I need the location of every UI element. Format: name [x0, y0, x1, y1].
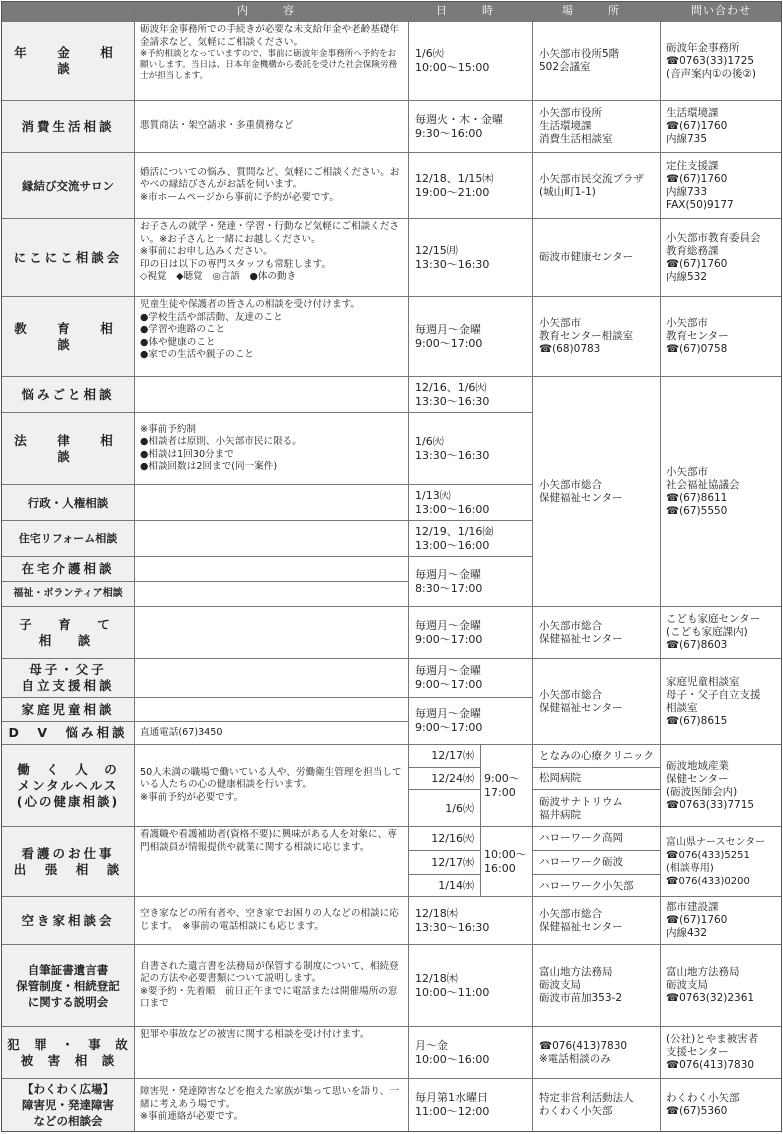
row-title: 住宅リフォーム相談	[18, 531, 118, 545]
row-title: 看護のお仕事 出 張 相 談	[13, 845, 123, 877]
row-content: 障害児・発達障害などを抱えた家族が集って思いを語り、一緒に考えあう場です。 ※事前連絡が必要です。	[140, 1086, 400, 1123]
group-a-contact	[660, 376, 781, 606]
row-title: 在宅介護相談	[21, 561, 115, 576]
row-place: 砺波市健康センター	[539, 251, 634, 263]
row-date: 1/6㈫ 13:30～16:30	[415, 434, 490, 462]
row-date: 毎月第1水曜日 11:00～12:00	[415, 1091, 490, 1118]
row-place: 小矢部市総合 保健福祉センター	[539, 619, 623, 645]
row-title: 母子・父子 自立支援相談	[21, 662, 115, 693]
table-row	[2, 21, 781, 100]
group-b-place-text: 小矢部市総合 保健福祉センター	[539, 688, 623, 714]
row-title: 子 育 て 相 談	[19, 616, 137, 648]
row-date: 毎週火・木・金曜 9:30～16:00	[415, 112, 503, 140]
row-date: 毎週月～金曜 9:00～17:00	[415, 322, 483, 350]
row-time: 10:00～ 16:00	[484, 847, 527, 875]
row-place: 小矢部市 教育センター相談室 ☎(68)0783	[539, 317, 634, 355]
table-row	[2, 896, 781, 944]
group-a-date	[408, 556, 532, 606]
row-title: 自筆証書遺言書 保管制度・相続登記 に関する説明会	[16, 962, 120, 1009]
row-contact: 定住支援課 ☎(67)1760 内線733 FAX(50)9177	[666, 159, 734, 211]
row-content: ※事前予約制 ●相談者は原則、小矢部市民に限る。 ●相談は1回30分まで ●相談回数は2回まで(同一案件)	[140, 423, 302, 472]
table-row	[2, 826, 781, 896]
sub-place: ハローワーク小矢部	[539, 879, 634, 892]
row-title: 犯 罪 ・ 事 故 被 害 相 談	[7, 1036, 129, 1068]
row-contact: 都市建設課 ☎(67)1760 内線432	[666, 901, 728, 939]
row-contact: わくわく小矢部 ☎(67)5360	[666, 1092, 740, 1117]
row-content: 砺波年金事務所での手続きが必要な未支給年金や老齢基礎年金請求など、気軽にご相談ください。	[140, 24, 400, 48]
group-a-contact-text: 小矢部市 社会福祉協議会 ☎(67)8611 ☎(67)5550	[666, 465, 740, 517]
row-content: 悪質商法・架空請求・多重債務など	[140, 120, 294, 132]
group-a-place-text: 小矢部市総合 保健福祉センター	[539, 478, 623, 504]
row-title: 働 く 人 の メンタルヘルス (心の健康相談)	[16, 761, 120, 809]
row-date: 月～金 10:00～16:00	[415, 1038, 490, 1066]
row-place: 富山地方法務局 砺波支局 砺波市苗加353-2	[539, 966, 623, 1004]
row-contact: 砺波年金事務所 ☎0763(33)1725 (音声案内①の後②)	[666, 41, 757, 80]
sub-date: 1/14㈬	[438, 879, 474, 892]
group-b-contact-text: 家庭児童相談室 母子・父子自立支援 相談室 ☎(67)8615	[666, 675, 761, 727]
row-place: ☎076(413)7830 ※電話相談のみ	[539, 1039, 628, 1065]
row-title: 家庭児童相談	[21, 701, 115, 717]
table-row	[2, 606, 781, 658]
row-content: 児童生徒や保護者の皆さんの相談を受け付けます。 ●学校生活や部活動、友達のこと ●学習や進路のこと ●体や健康のこと ●家での生活や親子のこと	[140, 299, 360, 360]
row-contact: 小矢部市教育委員会 教育総務課 ☎(67)1760 内線532	[666, 231, 761, 283]
row-title: 教 育 相 談	[14, 320, 144, 352]
sub-place: ハローワーク砺波	[539, 856, 623, 868]
row-contact: 富山県ナースセンター ☎076(433)5251 (相談専用) ☎076(433)0200	[666, 836, 766, 887]
group-a-place	[532, 376, 660, 606]
header-place: 場 所	[532, 2, 660, 21]
table-row	[2, 152, 781, 218]
row-content: 直通電話(67)3450	[140, 726, 223, 738]
row-content: 50人未満の職場で働いている人や、労働衛生管理を担当している人たちの心の健康相談を行います。 ※事前予約が必要です。	[140, 766, 402, 803]
row-contact: 富山地方法務局 砺波支局 ☎0763(32)2361	[666, 966, 755, 1004]
row-title: 悩みごと相談	[21, 386, 115, 402]
table-row	[2, 218, 781, 296]
table-row	[2, 944, 781, 1026]
sub-date: 12/17㈬	[431, 855, 474, 869]
row-contact: 小矢部市 教育センター ☎(67)0758	[666, 317, 729, 355]
row-title: 法 律 相 談	[14, 432, 144, 464]
sub-date: 12/24㈬	[431, 771, 474, 785]
row-date: 1/6㈫ 10:00～15:00	[415, 47, 490, 74]
header-contact: 問い合わせ	[660, 2, 781, 21]
group-b-date-text: 毎週月～金曜 9:00～17:00	[415, 707, 483, 734]
group-b-contact	[660, 658, 781, 744]
row-content: 自書された遺言書を法務局が保管する制度について、相続登記の方法や必要書類について説明します。 ※要予約・先着順 前日正午までに電話または開催場所の窓口まで	[140, 960, 399, 1009]
row-date: 毎週月～金曜 9:00～17:00	[415, 664, 483, 691]
sub-date: 12/16㈫	[431, 831, 474, 845]
row-content: 看護職や看護補助者(資格不要)に興味がある人を対象に、専門相談員が情報提供や就業に関する相談に応じます。	[140, 829, 397, 853]
row-date: 12/19、1/16㈮ 13:00～16:00	[415, 524, 494, 552]
row-place: 小矢部市役所 生活環境課 消費生活相談室	[539, 107, 613, 145]
group-a-date-text: 毎週月～金曜 8:30～17:00	[415, 567, 483, 595]
sub-date: 12/17㈬	[431, 749, 474, 762]
row-contact: こども家庭センター (こども家庭課内) ☎(67)8603	[666, 613, 761, 651]
row-content: 空き家などの所有者や、空き家でお困りの人などの相談に応じます。 ※事前の電話相談にも応じます。	[140, 908, 399, 932]
row-date: 12/16、1/6㈫ 13:30～16:30	[415, 380, 490, 408]
group-b-place	[532, 658, 660, 744]
row-title: 行政・人権相談	[27, 495, 109, 510]
row-title: 年 金 相 談	[14, 45, 144, 76]
row-title: にこにこ相談会	[13, 249, 123, 265]
header-blank	[2, 2, 134, 21]
row-content: 婚活についての悩み、質問など、気軽にご相談ください。おやべの縁結びさんがお話を伺います。 ※市ホームページから事前に予約が必要です。	[140, 166, 400, 203]
header-content: 内 容	[134, 2, 408, 21]
sub-date: 1/6㈫	[445, 801, 474, 815]
row-date: 12/18㈭ 13:30～16:30	[415, 906, 490, 934]
row-contact: 砺波地域産業 保健センター (砺波医師会内) ☎0763(33)7715	[666, 759, 755, 811]
row-content: お子さんの就学・発達・学習・行動など気軽にご相談ください。※お子さんと一緒にお越しください。 ※事前にお申し込みください。 印の日は以下の専門スタッフも常駐します。 ◇視覚 ◆聴覚 ◎言語 ●体の動き	[140, 221, 400, 282]
row-date: 12/18、1/15㈭ 19:00～21:00	[415, 171, 494, 199]
consultation-table	[1, 1, 782, 1132]
header-date: 日 時	[408, 2, 532, 21]
row-contact: 生活環境課 ☎(67)1760 内線735	[666, 107, 728, 145]
row-date: 12/18㈭ 10:00～11:00	[415, 971, 490, 999]
table-header	[2, 2, 781, 21]
row-date: 12/15㈪ 13:30～16:30	[415, 243, 490, 271]
sub-place: となみの心療クリニック	[539, 749, 654, 762]
row-place: 小矢部市役所5階 502会議室	[539, 48, 620, 73]
row-place: 小矢部市民交流プラザ (城山町1-1)	[539, 172, 644, 198]
table-row	[2, 296, 781, 376]
sub-place: 砺波サナトリウム 福井病院	[539, 795, 623, 821]
row-title: D V 悩み相談	[8, 725, 128, 740]
row-title: 縁結び交流サロン	[22, 178, 114, 193]
table-row	[2, 100, 781, 152]
row-place: 特定非営利活動法人 わくわく小矢部	[539, 1092, 634, 1117]
row-content-note: ※予約相談となっていますので、事前に砺波年金事務所へ予約をお願いします。当日は、日本年金機構から委託を受けた社会保険労務士が担当します。	[140, 49, 398, 81]
row-content: 犯罪や事故などの被害に関する相談を受け付けます。	[140, 1029, 370, 1040]
row-title: 空き家相談会	[21, 912, 115, 928]
row-date: 1/13㈫ 13:00～16:00	[415, 488, 490, 516]
table-row	[2, 1026, 781, 1078]
row-contact: (公社)とやま被害者 支援センター ☎076(413)7830	[666, 1033, 759, 1071]
row-time: 9:00～ 17:00	[484, 771, 520, 799]
sub-place: 松岡病院	[539, 772, 581, 784]
row-title: 消費生活相談	[21, 118, 115, 134]
row-title: 【わくわく広場】 障害児・発達障害 などの相談会	[22, 1082, 114, 1128]
row-date: 毎週月～金曜 9:00～17:00	[415, 618, 483, 646]
group-b-date	[408, 697, 532, 744]
row-place: 小矢部市総合 保健福祉センター	[539, 907, 623, 933]
table-row	[2, 1078, 781, 1131]
sub-place: ハローワーク高岡	[539, 832, 623, 844]
table-row	[2, 744, 781, 826]
row-title: 福祉・ボランティア相談	[13, 588, 123, 599]
